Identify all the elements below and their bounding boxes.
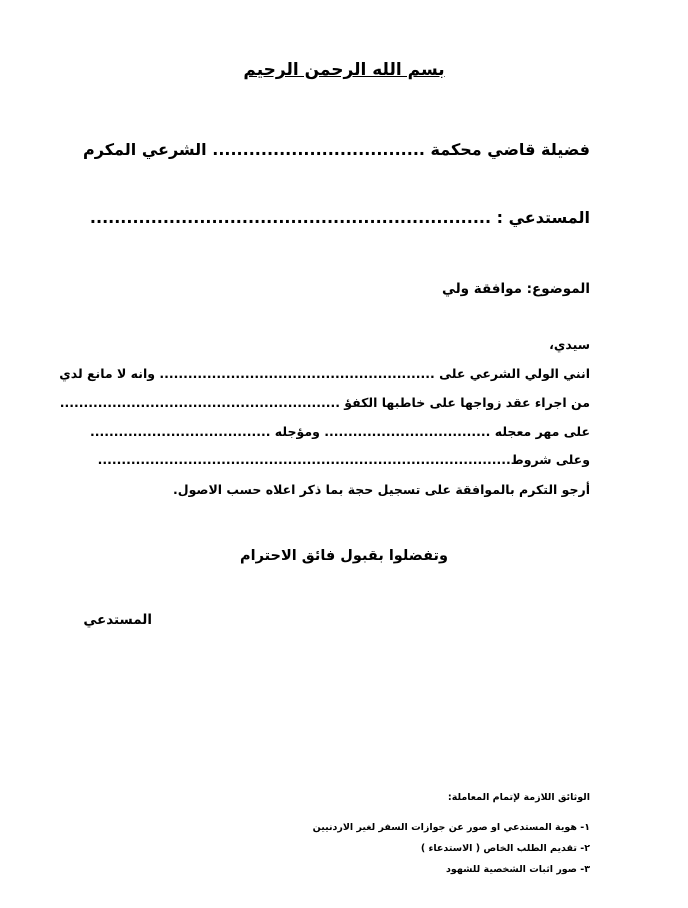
body-line: وعلى شروط.......................................................................................	[97, 452, 590, 467]
documents-heading: الوثائق اللازمة لإتمام المعاملة:	[447, 792, 590, 803]
basmala-title: بسم الله الرحمن الرحيم	[243, 60, 445, 80]
addressee-line: فضيلة قاضي محكمة ................................... الشرعي المكرم	[83, 140, 590, 159]
subject-line: الموضوع: موافقة ولي	[441, 281, 590, 297]
signature-label: المستدعي	[83, 612, 152, 628]
salutation: سيدي،	[549, 337, 590, 352]
closing-line: وتفضلوا بقبول فائق الاحترام	[240, 548, 448, 564]
body-line: انني الولي الشرعي على .......................................................... وانه لا مانع لدي	[59, 366, 590, 381]
body-line: أرجو التكرم بالموافقة على تسجيل حجة بما ذكر اعلاه حسب الاصول.	[172, 482, 590, 497]
document-item: ٣- صور اثبات الشخصية للشهود	[446, 864, 590, 875]
document-item: ٢- تقديم الطلب الخاص ( الاستدعاء )	[420, 843, 590, 854]
applicant-line: المستدعي : ..................................................................	[89, 208, 590, 227]
document-item: ١- هوية المستدعي او صور عن جوازات السفر لغير الاردنيين	[312, 822, 590, 833]
body-line: على مهر معجله ................................... ومؤجله ......................................	[90, 424, 590, 439]
body-line: من اجراء عقد زواجها على خاطبها الكفؤ ...........................................................	[59, 395, 590, 410]
